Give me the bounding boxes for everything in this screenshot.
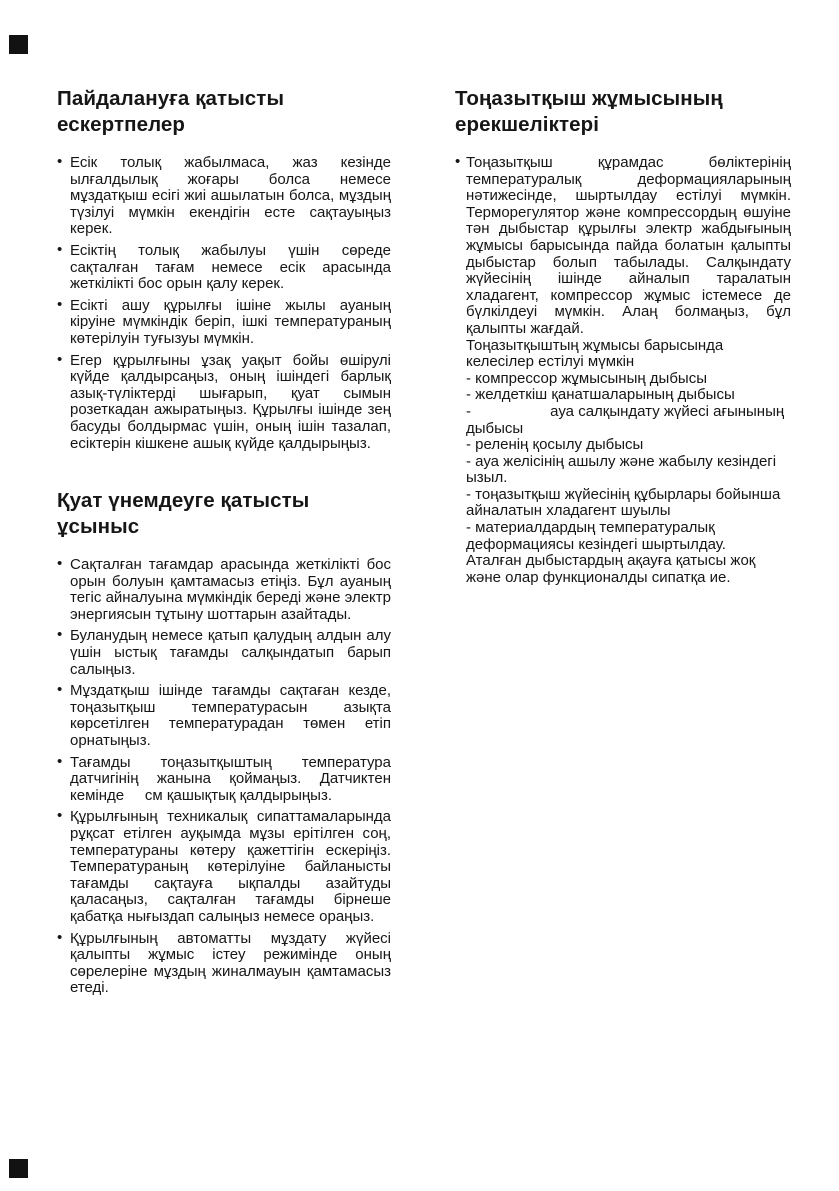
bullet-text: • Құрылғының автоматты мұздату жүйесі қалыпты жұмыс істеу режимінде оның сөрелеріне мұздың жиналмауын қамтамасыз етеді. [70,929,391,997]
bullet-item [57,628,391,678]
bullet-item [57,931,391,997]
energy-saving-bullet-list [57,557,391,997]
heading-line: Қуат үнемдеуге қатысты [57,489,310,513]
bullet-text: • Құрылғының техникалық сипаттамаларында рұқсат етілген ауқымда мұзы ерітілген соң, температураны көтеру қажеттігін ескеріңіз. Температураның көтерілуіне байланысты тағамды сақтауға ықпалды азайтуды қаласаңыз, сақталған тағамды бірнеше қабатқа нығыздап салыңыз немесе ораңыз. [70,808,391,925]
left-column [57,86,391,1002]
heading-line: ерекшеліктері [455,113,600,136]
section-energy-saving [57,488,391,997]
closing-note: Аталған дыбыстардың ақауға қатысы жоқ және олар функционалды сипатқа ие. [466,552,756,586]
bullet-text: • Есіктің толық жабылуы үшін сөреде сақталған тағам немесе есік арасында жеткілікті бос орын қалу керек. [70,241,391,293]
bullet-item [57,298,391,348]
bullet-item [57,557,391,623]
sound-item: - реленің қосылу дыбысы [466,436,644,454]
section-operation-features-heading [455,86,791,138]
bullet-item [57,809,391,925]
sound-item: - желдеткіш қанатшаларының дыбысы [466,386,735,404]
section-operation-features [455,86,791,586]
section-energy-saving-heading [57,488,391,540]
right-column [455,86,791,586]
bullet-text: • Есікті ашу құрылғы ішіне жылы ауаның кіруіне мүмкіндік беріп, ішкі температураның көтерілуін туғызуы мүмкін. [70,296,391,347]
bullet-item [57,155,391,238]
bullet-item [57,353,391,453]
bullet-item [57,683,391,749]
bullet-item [57,243,391,293]
bullet-text: • Егер құрылғыны ұзақ уақыт бойы өшірулі күйде қалдырсаңыз, оның ішіндегі барлық азық-түліктерді шығарып, қуат сымын розеткадан ажыратыңыз. Құрылғы ішінде зең басуды болдырмас үшін, оның ішін тазалап, есіктерін кішкене ашық күйде қалдырыңыз. [70,351,391,452]
usage-notes-bullet-list [57,155,391,452]
bullet-item [57,755,391,805]
heading-line: ұсыныс [57,515,140,539]
sound-item: - ауа желісінің ашылу және жабылу кезіндегі ызыл. [466,452,777,487]
sound-item: - материалдардың температуралық деформациясы кезіндегі шыртылдау. [466,519,726,553]
heading-line: ескертпелер [57,113,186,136]
registration-mark-bottom-left [9,1159,28,1178]
sound-item: - компрессор жұмысының дыбысы [466,369,707,387]
bullet-text: • Буланудың немесе қатып қалудың алдын алу үшін ыстық тағамды салқындатып барып салыңыз. [70,627,391,678]
bullet-text: • Есік толық жабылмаса, жаз кезінде ылғалдылық жоғары болса немесе мұздатқыш есігі жиі ашылатын болса, мұздың түзілуі мүмкін екендігін есте сақтауыңыз керек. [70,154,391,238]
bullet-text: • Тағамды тоңазытқыштың температура датчигінің жанына қоймаңыз. Датчиктен кемінде см қашықтық қалдырыңыз. [70,753,391,804]
section-usage-notes-heading [57,86,391,138]
heading-line: Пайдалануға қатысты [57,87,285,110]
sound-item: - тоңазытқыш жүйесінің құбырлары бойынша айналатын хладагент шуылы [466,485,781,520]
registration-mark-top-left [9,35,28,54]
operation-features-bullet [455,155,791,586]
sounds-list-title: Тоңазытқыштың жұмысы барысында келесілер естілуі мүмкін [466,336,724,371]
bullet-text: • Сақталған тағамдар арасында жеткілікті бос орын болуын қамтамасыз етіңіз. Бұл ауаның тегіс айналуына мүмкіндік береді және электр энергиясын тұтыну шоттарын азайтады. [70,556,391,623]
bullet-text: • Мұздатқыш ішінде тағамды сақтаған кезде, тоңазытқыш температурасын азықта көрсетілген температурадан төмен етіп орнатыңыз. [70,682,391,750]
section-usage-notes [57,86,391,452]
operation-features-intro: • Тоңазытқыш құрамдас бөліктерінің температуралық деформацияларының нәтижесінде, шыртылдау естілуі мүмкін. Терморегулятор және компрессордың өшуіне тән дыбыстар құрылғы электр жабдығының жұмысы барысында пайда болатын қалыпты дыбыстар болып табылады. Салқындату жүйесінің ішінде айналып таралатын хладагент, компрессор жұмыс істемесе де бүлкілдеуі мүмкін. Алаң болмаңыз, бұл қалыпты жағдай. [466,154,791,337]
sound-item: - ауа салқындату жүйесі ағынының дыбысы [466,402,785,437]
heading-line: Тоңазытқыш жұмысының [455,87,723,110]
